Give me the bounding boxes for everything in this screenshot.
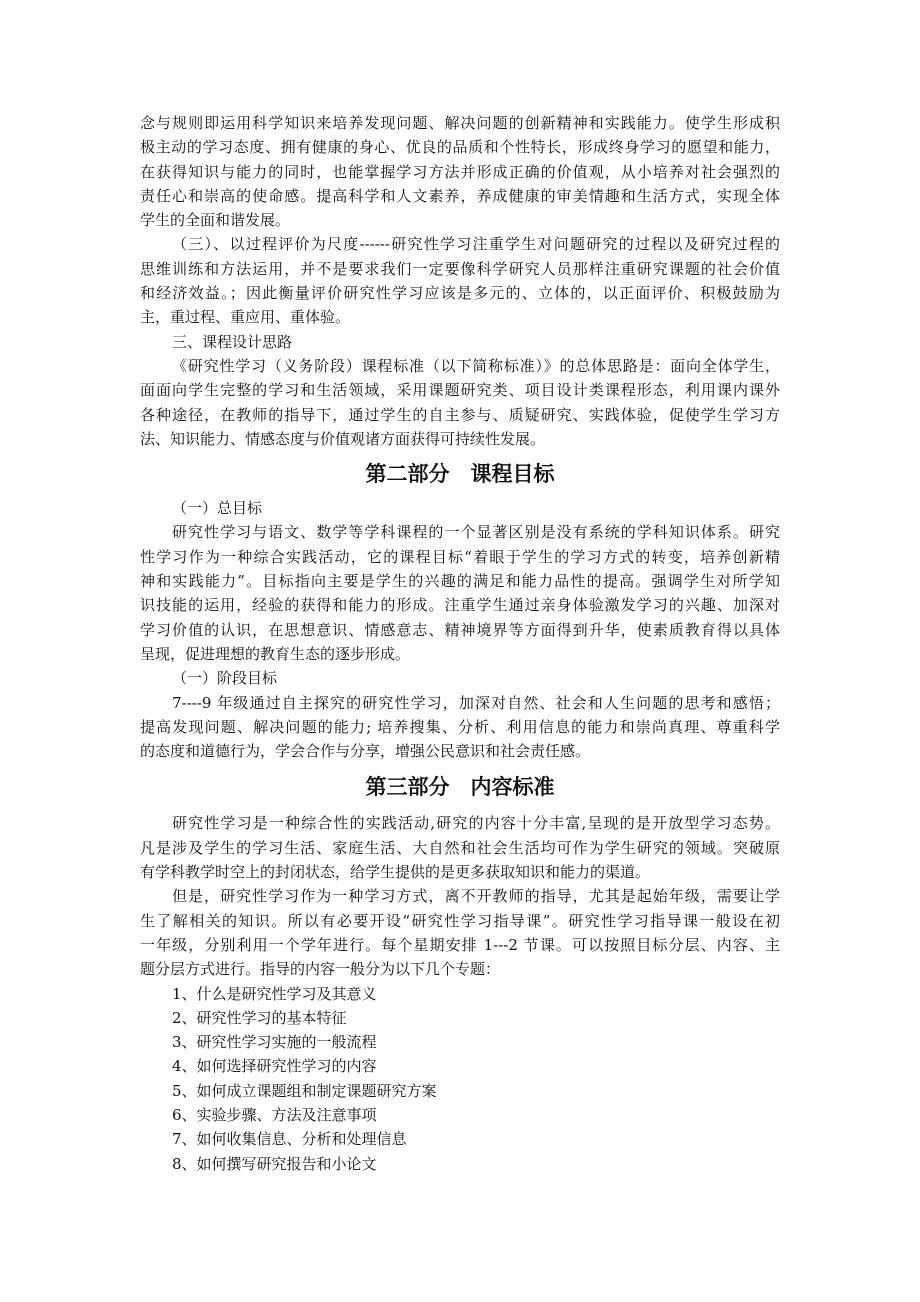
paragraph-line: 性学习作为一种综合实践活动，它的课程目标“着眼于学生的学习方式的转变，培养创新精 xyxy=(140,547,780,566)
paragraph-line: 念与规则即运用科学知识来培养发现问题、解决问题的创新精神和实践能力。使学生形成积 xyxy=(140,114,780,132)
paragraph-line: （三）、以过程评价为尺度------研究性学习注重学生对问题研究的过程以及研究过程的 xyxy=(172,235,780,254)
list-item: 7、如何收集信息、分析和处理信息 xyxy=(172,1130,407,1149)
paragraph-content-intro xyxy=(140,811,780,884)
subheading-course-design: 三、课程设计思路 xyxy=(172,332,293,351)
paragraph-overall-goal xyxy=(140,520,780,666)
paragraph-line: 和经济效益。；因此衡量评价研究性学习应该是多元的、立体的，以正面评价、积极鼓励为 xyxy=(140,284,780,303)
list-item: 2、研究性学习的基本特征 xyxy=(172,1008,347,1027)
list-item: 8、如何撰写研究报告和小论文 xyxy=(172,1154,377,1173)
paragraph-line: 凡是涉及学生的学习生活、家庭生活、大自然和社会生活均可作为学生研究的领域。突破原 xyxy=(140,838,780,857)
paragraph-line: 法、知识能力、情感态度与价值观诸方面获得可持续性发展。 xyxy=(140,429,546,448)
list-item: 1、什么是研究性学习及其意义 xyxy=(172,984,377,1003)
paragraph-line: 的态度和道德行为，学会合作与分享，增强公民意识和社会责任感。 xyxy=(140,742,591,761)
paragraph-line: 各种途径，在教师的指导下，通过学生的自主参与、质疑研究、实践体验，促使学生学习方 xyxy=(140,405,780,424)
paragraph-line: 责任心和崇高的使命感。提高科学和人文素养，养成健康的审美情趣和生活方式，实现全体 xyxy=(140,186,780,205)
paragraph-line: 学习价值的认识，在思想意识、情感意志、精神境界等方面得到升华，使素质教育得以具体 xyxy=(140,620,780,639)
paragraph-line: 题分层方式进行。指导的内容一般分为以下几个专题： xyxy=(140,960,501,979)
subheading-overall-goal: （一）总目标 xyxy=(172,499,263,518)
paragraph-line: 有学科教学时空上的封闭状态，给学生提供的是更多获取知识和能力的渠道。 xyxy=(140,863,651,882)
paragraph-line: 主，重过程、重应用、重体验。 xyxy=(140,308,351,327)
list-item: 4、如何选择研究性学习的内容 xyxy=(172,1057,377,1076)
paragraph-line: 但是，研究性学习作为一种学习方式，离不开教师的指导，尤其是起始年级，需要让学 xyxy=(172,887,780,906)
paragraph-line: 学生的全面和谐发展。 xyxy=(140,211,291,230)
list-item: 3、研究性学习实施的一般流程 xyxy=(172,1033,377,1052)
section-title-part2: 第二部分 课程目标 xyxy=(365,461,555,487)
paragraph-line: 思维训练和方法运用，并不是要求我们一定要像科学研究人员那样注重研究课题的社会价值 xyxy=(140,259,780,278)
paragraph-line: 神和实践能力”。目标指向主要是学生的兴趣的满足和能力品性的提高。强调学生对所学知 xyxy=(140,572,780,591)
section-title-part3: 第三部分 内容标准 xyxy=(365,774,555,800)
paragraph-line: 面面向学生完整的学习和生活领域，采用课题研究类、项目设计类课程形态，利用课内课外 xyxy=(140,381,780,400)
paragraph-line: 生了解相关的知识。所以有必要开设“研究性学习指导课”。研究性学习指导课一般设在初 xyxy=(140,911,780,930)
paragraph-line: 在获得知识与能力的同时，也能掌握学习方法并形成正确的价值观，从小培养对社会强烈的 xyxy=(140,162,780,181)
paragraph-line: 提高发现问题、解决问题的能力; 培养搜集、分析、利用信息的能力和崇尚真理、尊重科学 xyxy=(140,717,780,736)
document-page xyxy=(140,111,780,1176)
paragraph-line: 一年级，分别利用一个学年进行。每个星期安排 1---2 节课。可以按照目标分层、内容、主 xyxy=(140,935,780,954)
paragraph-line: 7----9 年级通过自主探究的研究性学习，加深对自然、社会和人生问题的思考和感悟； xyxy=(172,693,780,712)
subheading-stage-goal: （一）阶段目标 xyxy=(172,669,278,688)
paragraph-line: 《研究性学习（义务阶段）课程标准（以下简称标准）》的总体思路是：面向全体学生， xyxy=(172,356,780,375)
paragraph-line: 极主动的学习态度、拥有健康的身心、优良的品质和个性特长，形成终身学习的愿望和能力， xyxy=(140,138,780,157)
paragraph-line: 研究性学习与语文、数学等学科课程的一个显著区别是没有系统的学科知识体系。研究 xyxy=(172,523,780,542)
paragraph-process-evaluation xyxy=(140,232,780,329)
paragraph-course-design xyxy=(140,354,780,451)
paragraph-line: 识技能的运用，经验的获得和能力的形成。注重学生通过亲身体验激发学习的兴趣、加深对 xyxy=(140,596,780,615)
paragraph-stage-goal xyxy=(140,691,780,764)
list-item: 6、实验步骤、方法及注意事项 xyxy=(172,1105,377,1124)
topic-list xyxy=(140,982,780,1176)
paragraph-goal-continuation xyxy=(140,111,780,232)
paragraph-line: 呈现，促进理想的教育生态的逐步形成。 xyxy=(140,644,411,663)
paragraph-guidance-course xyxy=(140,884,780,981)
paragraph-line: 研究性学习是一种综合性的实践活动,研究的内容十分丰富,呈现的是开放型学习态势。 xyxy=(172,814,780,833)
list-item: 5、如何成立课题组和制定课题研究方案 xyxy=(172,1081,437,1100)
